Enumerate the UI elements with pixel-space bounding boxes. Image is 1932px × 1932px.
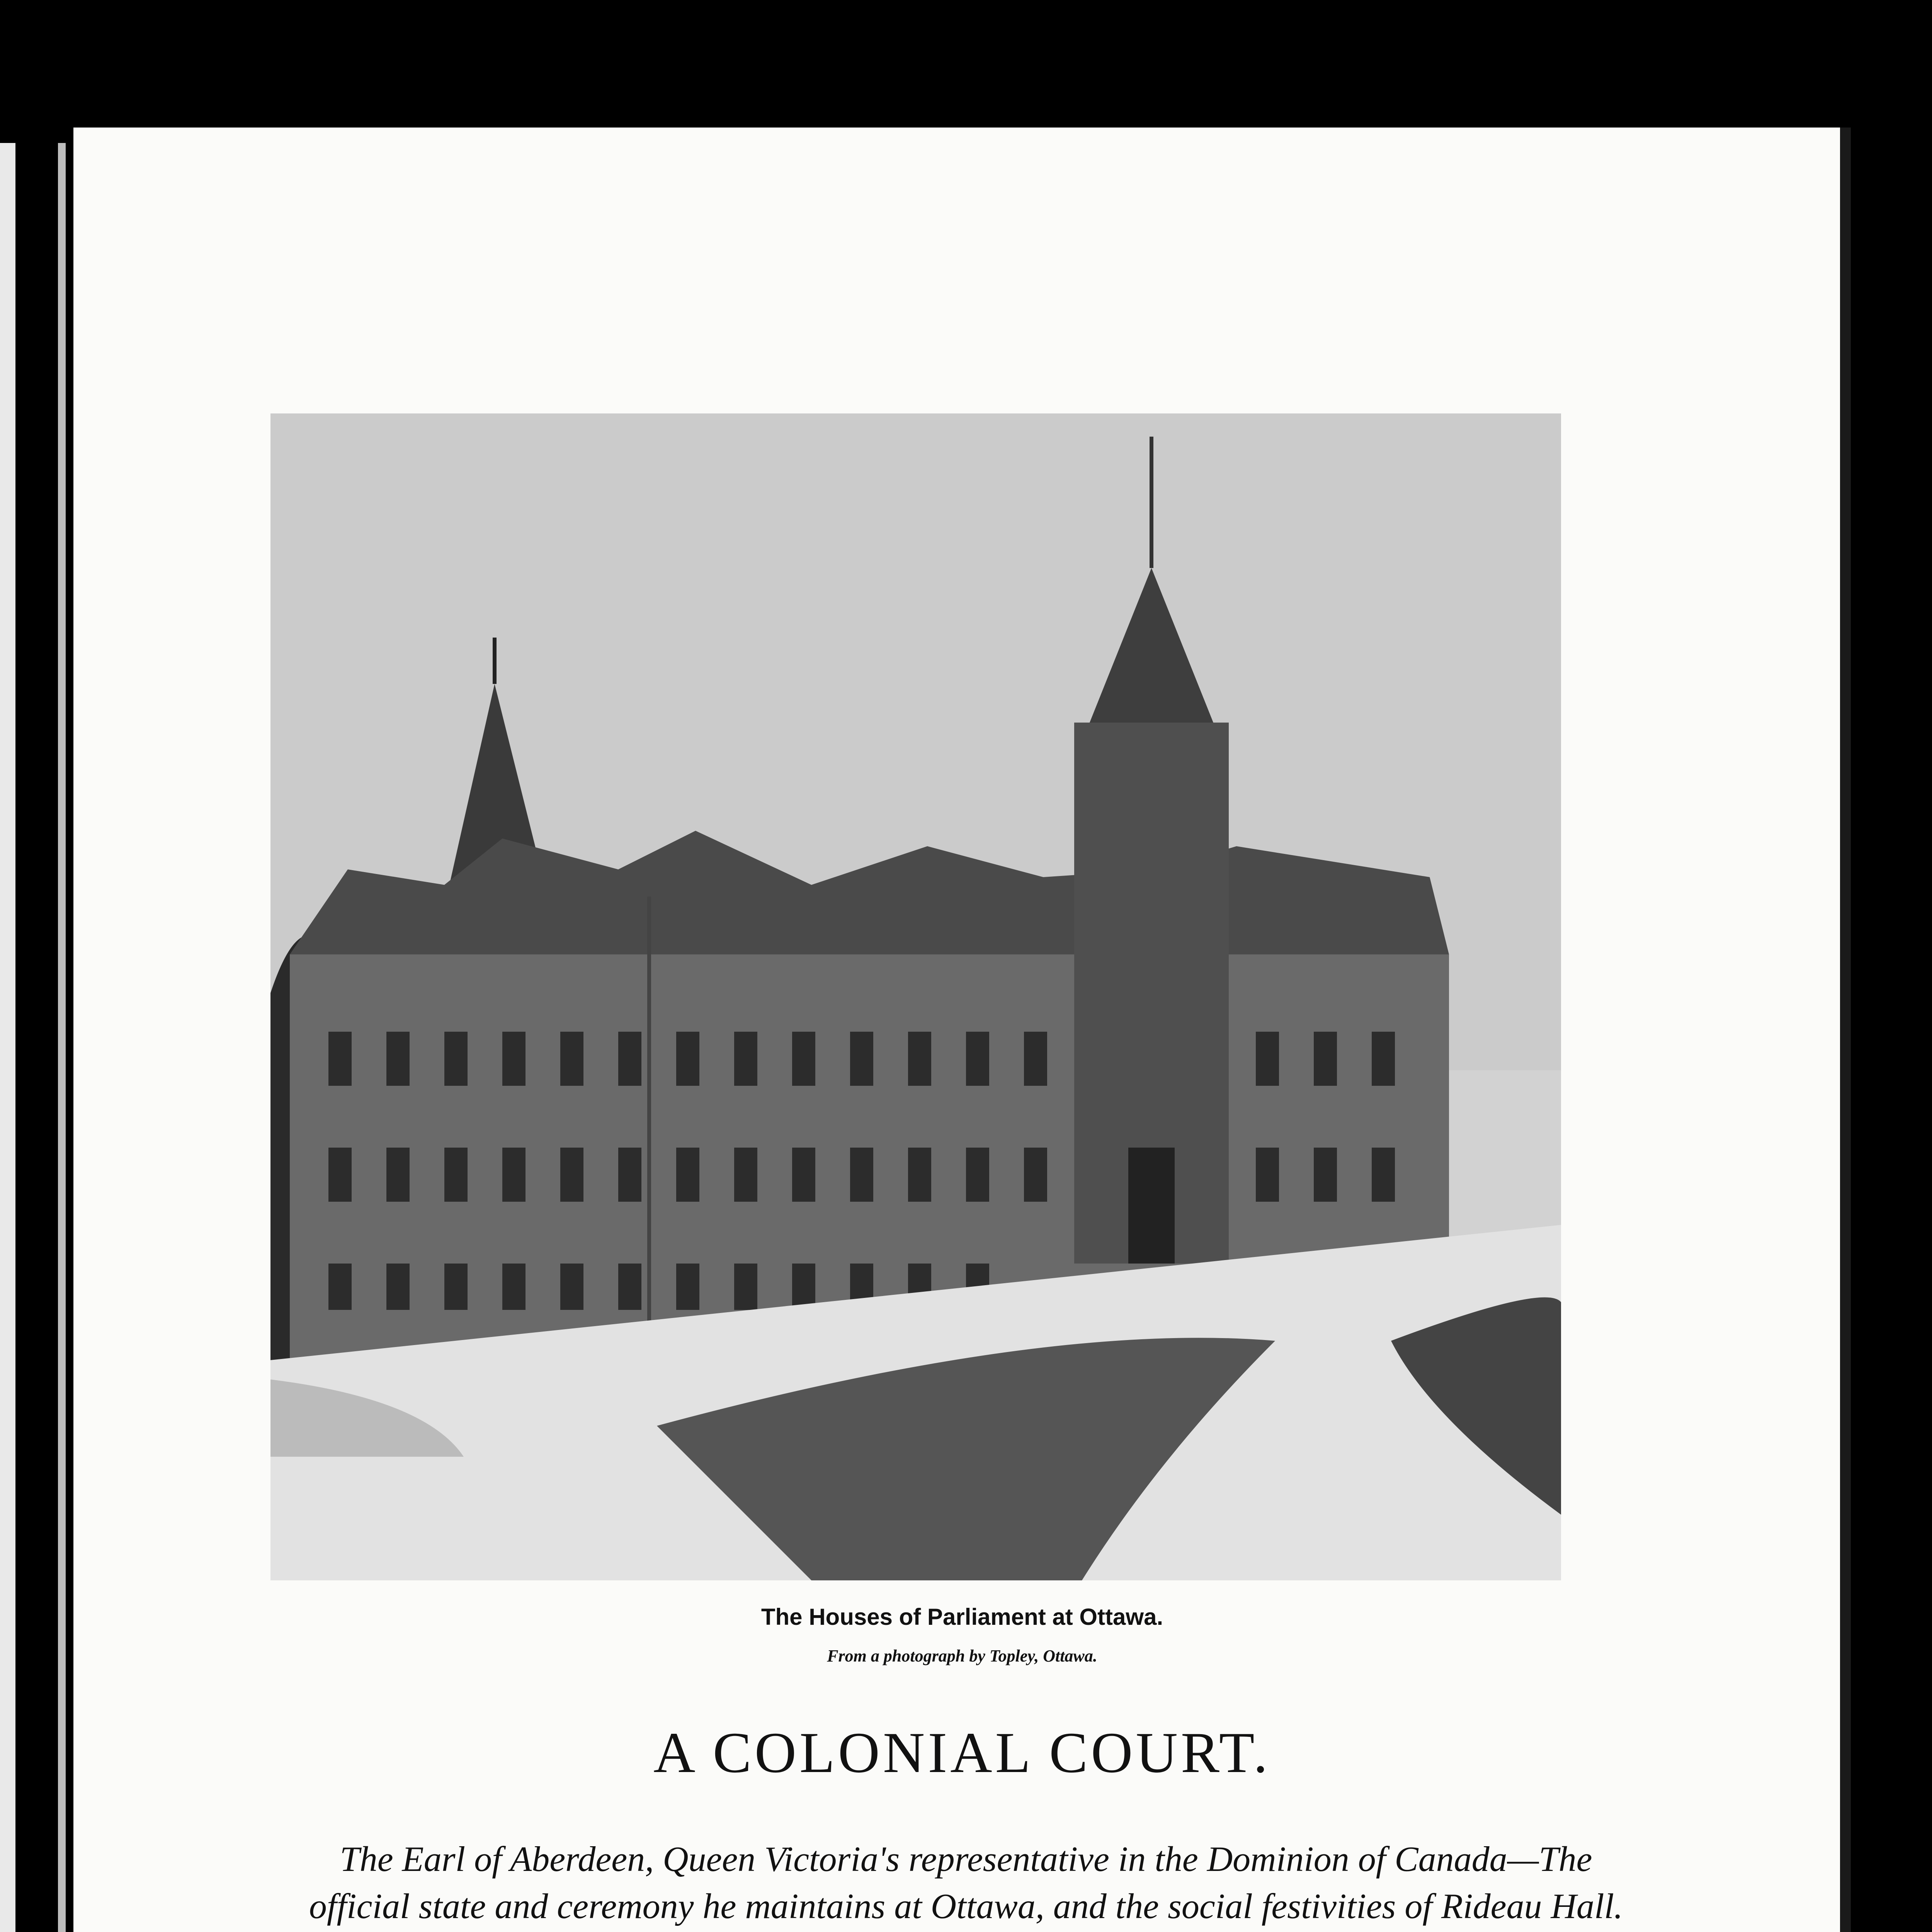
photo-credit: From a photograph by Topley, Ottawa. (827, 1646, 1097, 1665)
magazine-page (73, 128, 1851, 1932)
left-page-edge (0, 143, 15, 1932)
article-title: A COLONIAL COURT. (653, 1721, 1271, 1785)
scan-gutter-line (58, 143, 66, 1932)
article-subtitle: The Earl of Aberdeen, Queen Victoria's representative in the Dominion of Canada—The official state and ceremony he maintains at Ottawa, and the social festivities of Rideau Hall. (309, 1839, 1623, 1926)
parliament-photo-art (270, 413, 1561, 1580)
photo-caption: The Houses of Parliament at Ottawa. (761, 1604, 1163, 1630)
parliament-photograph (270, 413, 1561, 1580)
